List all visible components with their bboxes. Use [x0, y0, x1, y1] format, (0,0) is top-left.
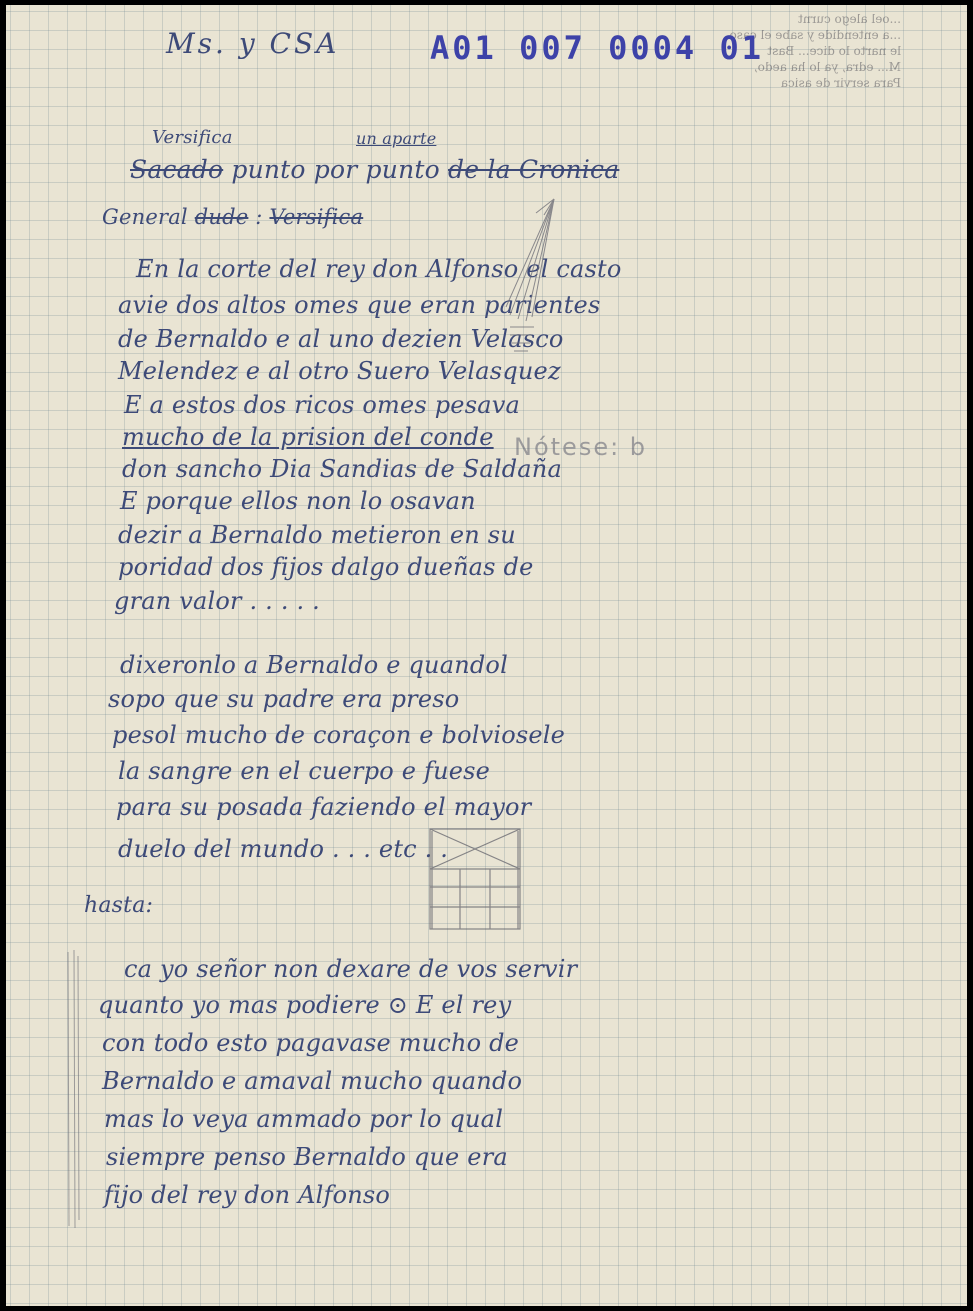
general-word: General — [102, 205, 188, 229]
text-line: quanto yo mas podiere ⊙ E el rey — [98, 991, 512, 1019]
text-line: mas lo veya ammado por lo qual — [104, 1105, 504, 1133]
bleed-line: Para servir de asica — [780, 76, 901, 90]
text-line: E porque ellos non lo osavan — [120, 487, 476, 515]
hasta-label: hasta: — [84, 893, 154, 918]
manuscript-page — [6, 5, 967, 1306]
text-line: sopo que su padre era preso — [108, 685, 460, 713]
text-line: de Bernaldo e al uno dezien Velasco — [118, 325, 564, 353]
text-line: gran valor . . . . . — [114, 587, 320, 615]
text-line: don sancho Dia Sandias de Saldaña — [122, 455, 562, 483]
bleed-line: le narto lo dice... Bast — [767, 44, 901, 58]
title-general-line — [102, 205, 363, 229]
archive-stamp-code: A01 007 0004 01 — [430, 29, 764, 67]
general-colon: : — [255, 205, 263, 229]
title-insert-versifica: Versifica — [152, 127, 233, 148]
text-line: Melendez e al otro Suero Velasquez — [118, 357, 561, 385]
text-line: duelo del mundo . . . etc . . — [118, 835, 449, 863]
text-line: dezir a Bernaldo metieron en su — [118, 521, 516, 549]
bleed-line: ...a entendide y sabe el caso — [729, 28, 901, 42]
header-left-note: Ms. y CSA — [166, 27, 340, 60]
text-line: E a estos dos ricos omes pesava — [124, 391, 521, 419]
text-line: avie dos altos omes que eran parientes — [118, 291, 601, 319]
margin-pencil-lines — [64, 950, 94, 1230]
pencil-note: Nótese: b — [514, 433, 648, 461]
general-versifica: Versifica — [269, 205, 364, 229]
text-line: mucho de la prision del conde — [122, 423, 494, 451]
text-line: para su posada faziendo el mayor — [116, 793, 532, 821]
text-line: pesol mucho de coraçon e bolviosele — [112, 721, 566, 749]
pencil-grid-sketch — [424, 825, 528, 937]
title-text-b: de la Cronica — [448, 155, 620, 184]
title-text-a: punto por punto — [231, 155, 440, 184]
title-line — [130, 155, 619, 184]
bleed-line: M... edra, ya lo ha aedo, — [753, 60, 901, 74]
text-line: con todo esto pagavase mucho de — [102, 1029, 520, 1057]
text-line: Bernaldo e amaval mucho quando — [102, 1067, 523, 1095]
text-line: dixeronlo a Bernaldo e quandol — [120, 651, 508, 679]
text-line: fijo del rey don Alfonso — [104, 1181, 391, 1209]
title-struck-word: Sacado — [130, 155, 224, 184]
text-line: la sangre en el cuerpo e fuese — [118, 757, 491, 785]
title-insert-un-aparte: un aparte — [356, 129, 437, 148]
general-struck-word: dude — [194, 205, 249, 229]
bleed-line: ...oel alego curnt — [798, 12, 901, 26]
text-line: En la corte del rey don Alfonso el casto — [136, 255, 622, 283]
pencil-arrow-sketch — [496, 195, 566, 365]
text-line: ca yo señor non dexare de vos servir — [124, 955, 578, 983]
text-line: siempre penso Bernaldo que era — [106, 1143, 508, 1171]
text-line: poridad dos fijos dalgo dueñas de — [118, 553, 534, 581]
